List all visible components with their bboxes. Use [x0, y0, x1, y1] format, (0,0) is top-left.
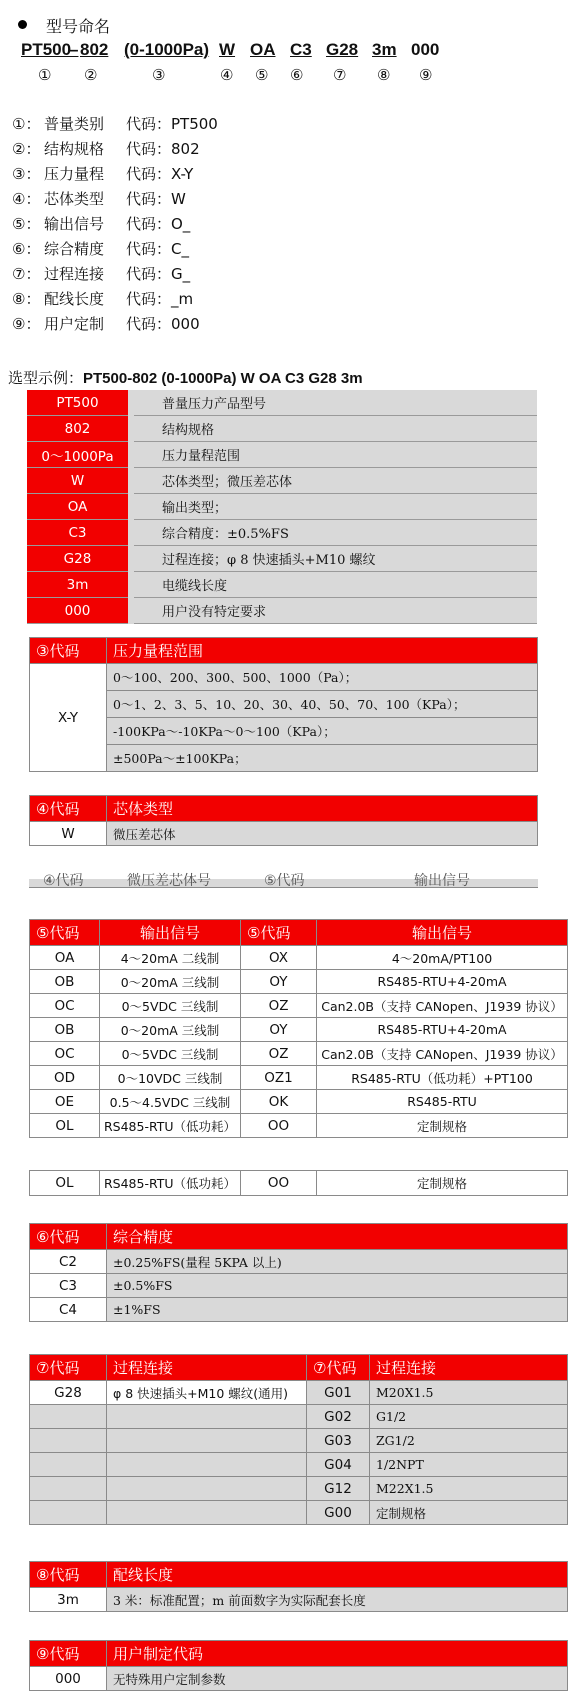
- output-code: OB: [30, 1018, 100, 1042]
- output-desc-2: Can2.0B（支持 CANopen、J1939 协议）: [317, 1042, 568, 1066]
- process-row: [30, 1381, 568, 1405]
- legend-row: [12, 113, 218, 134]
- legend-num: ③：: [12, 165, 41, 183]
- output-row: [30, 1066, 568, 1090]
- model-code-6: C3: [290, 40, 312, 59]
- output-desc: RS485-RTU（低功耗）: [100, 1114, 241, 1138]
- legend-name: 用户定制: [44, 315, 105, 333]
- example-row: [27, 546, 537, 572]
- clipped-table-artifact: [29, 867, 538, 888]
- example-desc: 用户没有特定要求: [131, 598, 537, 624]
- process-desc: [107, 1501, 307, 1525]
- process-table: [29, 1354, 568, 1525]
- example-desc: 综合精度：±0.5%FS: [131, 520, 537, 546]
- process-header-name-2: 过程连接: [370, 1355, 568, 1381]
- output-desc: 0.5～4.5VDC 三线制: [100, 1090, 241, 1114]
- output-code: OD: [30, 1066, 100, 1090]
- example-row: [27, 390, 537, 416]
- output-code-2: OX: [241, 946, 317, 970]
- legend-num: ⑧：: [12, 290, 41, 308]
- output-table-extra: [29, 1170, 568, 1196]
- custom-desc: 无特殊用户定制参数: [107, 1667, 568, 1691]
- section-heading: 型号命名: [46, 17, 111, 36]
- ghost-text: ⑤代码: [264, 873, 305, 888]
- cable-desc: 3 米：标准配置；m 前面数字为实际配套长度: [107, 1588, 568, 1612]
- legend-code: 代码：802: [126, 140, 200, 158]
- core-header-code: ④代码: [30, 796, 107, 822]
- example-code: OA: [27, 494, 131, 520]
- output-row: [30, 970, 568, 994]
- core-desc: 微压差芯体: [107, 822, 538, 846]
- example-row: [27, 572, 537, 598]
- output-code: OB: [30, 970, 100, 994]
- example-desc: 压力量程范围: [131, 442, 537, 468]
- legend-num: ⑤：: [12, 215, 41, 233]
- accuracy-desc: ±0.5%FS: [107, 1274, 568, 1298]
- circle-number: ④: [220, 66, 234, 84]
- circle-number: ③: [152, 66, 166, 84]
- circle-number: ⑥: [290, 66, 304, 84]
- output-desc-2: RS485-RTU+4-20mA: [317, 1018, 568, 1042]
- output-table: [29, 919, 568, 1138]
- accuracy-code: C2: [30, 1250, 107, 1274]
- legend-row: [12, 313, 200, 334]
- legend-name: 芯体类型: [44, 190, 105, 208]
- process-row: [30, 1501, 568, 1525]
- output-code: OC: [30, 994, 100, 1018]
- process-code: [30, 1501, 107, 1525]
- model-code-9: 000: [411, 40, 440, 59]
- example-row: [27, 416, 537, 442]
- model-code-5: OA: [250, 40, 276, 59]
- example-row: [27, 494, 537, 520]
- core-code: W: [30, 822, 107, 846]
- ghost-text: ④代码: [43, 873, 84, 888]
- circle-number: ⑨: [419, 66, 433, 84]
- output-desc: 0～20mA 三线制: [100, 970, 241, 994]
- process-desc: [107, 1477, 307, 1501]
- legend-name: 压力量程: [44, 165, 105, 183]
- legend-num: ⑥：: [12, 240, 41, 258]
- output-desc-2: 定制规格: [317, 1114, 568, 1138]
- cable-header-name: 配线长度: [107, 1562, 568, 1588]
- process-row: [30, 1477, 568, 1501]
- legend-name: 普量类别: [44, 115, 105, 133]
- accuracy-header-code: ⑥代码: [30, 1224, 107, 1250]
- output-desc-2: RS485-RTU（低功耗）+PT100: [317, 1066, 568, 1090]
- process-desc-2: M20X1.5: [370, 1381, 568, 1405]
- legend-code: 代码：G_: [126, 265, 191, 283]
- process-code-2: G00: [307, 1501, 370, 1525]
- legend-code: 代码：W: [126, 190, 186, 208]
- example-desc: 电缆线长度: [131, 572, 537, 598]
- example-desc: 芯体类型；微压差芯体: [131, 468, 537, 494]
- range-row: 0～100、200、300、500、1000（Pa）；: [107, 664, 538, 691]
- example-code: C3: [27, 520, 131, 546]
- custom-code: 000: [30, 1667, 107, 1691]
- process-header-name: 过程连接: [107, 1355, 307, 1381]
- process-code: [30, 1429, 107, 1453]
- output-code: OE: [30, 1090, 100, 1114]
- example-desc: 结构规格: [131, 416, 537, 442]
- process-header-code: ⑦代码: [30, 1355, 107, 1381]
- circle-number: ②: [84, 66, 98, 84]
- process-code: [30, 1453, 107, 1477]
- cable-code: 3m: [30, 1588, 107, 1612]
- output-extra-code: OL: [30, 1171, 100, 1196]
- process-desc-2: 1/2NPT: [370, 1453, 568, 1477]
- output-desc-2: 4～20mA/PT100: [317, 946, 568, 970]
- circle-number: ⑧: [377, 66, 391, 84]
- output-row: [30, 1090, 568, 1114]
- output-desc: 0～10VDC 三线制: [100, 1066, 241, 1090]
- output-code-2: OZ: [241, 1042, 317, 1066]
- custom-header-name: 用户制定代码: [107, 1641, 568, 1667]
- example-desc: 输出类型；: [131, 494, 537, 520]
- legend-num: ⑨：: [12, 315, 41, 333]
- accuracy-code: C4: [30, 1298, 107, 1322]
- output-code-2: OY: [241, 970, 317, 994]
- legend-code: 代码：PT500: [126, 115, 218, 133]
- example-code: 802: [27, 416, 131, 442]
- cable-header-code: ⑧代码: [30, 1562, 107, 1588]
- process-desc: φ 8 快速插头+M10 螺纹(通用): [107, 1381, 307, 1405]
- circle-number: ①: [38, 66, 52, 84]
- legend-code: 代码：_m: [126, 290, 194, 308]
- legend-row: [12, 288, 193, 309]
- process-code: G28: [30, 1381, 107, 1405]
- output-desc-2: RS485-RTU+4-20mA: [317, 970, 568, 994]
- model-code-4: W: [219, 40, 236, 59]
- process-desc-2: G1/2: [370, 1405, 568, 1429]
- example-code: 0～1000Pa: [27, 442, 131, 468]
- example-line: [8, 367, 363, 388]
- legend-num: ①：: [12, 115, 41, 133]
- legend-num: ②：: [12, 140, 41, 158]
- legend-name: 输出信号: [44, 215, 105, 233]
- output-code-2: OZ1: [241, 1066, 317, 1090]
- output-extra-desc: RS485-RTU（低功耗）: [100, 1171, 241, 1196]
- process-code-2: G01: [307, 1381, 370, 1405]
- model-code-7: G28: [326, 40, 359, 59]
- legend-num: ⑦：: [12, 265, 41, 283]
- output-header-code: ⑤代码: [30, 920, 100, 946]
- range-table: [29, 637, 538, 772]
- legend-code: 代码：000: [126, 315, 200, 333]
- accuracy-desc: ±1%FS: [107, 1298, 568, 1322]
- core-header-name: 芯体类型: [107, 796, 538, 822]
- cable-table: [29, 1561, 568, 1612]
- legend-row: [12, 188, 186, 209]
- output-desc: 0～5VDC 三线制: [100, 994, 241, 1018]
- range-row: 0～1、2、3、5、10、20、30、40、50、70、100（KPa）；: [107, 691, 538, 718]
- output-code: OA: [30, 946, 100, 970]
- legend-row: [12, 213, 190, 234]
- legend-name: 综合精度: [44, 240, 105, 258]
- output-desc-2: RS485-RTU: [317, 1090, 568, 1114]
- output-code-2: OO: [241, 1114, 317, 1138]
- legend-name: 过程连接: [44, 265, 105, 283]
- output-code-2: OK: [241, 1090, 317, 1114]
- example-code: PT500: [27, 390, 131, 416]
- output-extra-code-2: OO: [241, 1171, 317, 1196]
- custom-header-code: ⑨代码: [30, 1641, 107, 1667]
- output-row: [30, 1018, 568, 1042]
- process-desc-2: 定制规格: [370, 1501, 568, 1525]
- legend-row: [12, 138, 200, 159]
- example-code: 000: [27, 598, 131, 624]
- process-header-code-2: ⑦代码: [307, 1355, 370, 1381]
- process-code: [30, 1405, 107, 1429]
- process-desc: [107, 1429, 307, 1453]
- range-header-code: ③代码: [30, 638, 107, 664]
- model-code-8: 3m: [372, 40, 397, 59]
- example-code: 3m: [27, 572, 131, 598]
- range-code: X-Y: [30, 664, 107, 772]
- process-desc: [107, 1405, 307, 1429]
- bullet-icon: [18, 20, 27, 29]
- output-desc: 4～20mA 二线制: [100, 946, 241, 970]
- output-row: [30, 1114, 568, 1138]
- accuracy-table: [29, 1223, 568, 1322]
- output-code: OL: [30, 1114, 100, 1138]
- legend-code: 代码：O_: [126, 215, 191, 233]
- output-code: OC: [30, 1042, 100, 1066]
- output-desc: 0～5VDC 三线制: [100, 1042, 241, 1066]
- circle-number: ⑤: [255, 66, 269, 84]
- output-code-2: OY: [241, 1018, 317, 1042]
- accuracy-code: C3: [30, 1274, 107, 1298]
- example-desc: 过程连接；φ 8 快速插头+M10 螺纹: [131, 546, 537, 572]
- output-extra-desc-2: 定制规格: [317, 1171, 568, 1196]
- example-row: [27, 468, 537, 494]
- output-desc-2: Can2.0B（支持 CANopen、J1939 协议）: [317, 994, 568, 1018]
- example-value: PT500-802 (0-1000Pa) W OA C3 G28 3m: [83, 370, 363, 387]
- legend-row: [12, 263, 190, 284]
- output-code-2: OZ: [241, 994, 317, 1018]
- range-header-name: 压力量程范围: [107, 638, 538, 664]
- legend-name: 结构规格: [44, 140, 105, 158]
- process-row: [30, 1453, 568, 1477]
- output-row: [30, 946, 568, 970]
- legend-code: 代码：X-Y: [126, 165, 194, 183]
- example-row: [27, 598, 537, 624]
- process-row: [30, 1405, 568, 1429]
- accuracy-row: [30, 1250, 568, 1274]
- process-desc-2: M22X1.5: [370, 1477, 568, 1501]
- legend-name: 配线长度: [44, 290, 105, 308]
- output-header-name-2: 输出信号: [317, 920, 568, 946]
- process-desc: [107, 1453, 307, 1477]
- process-code-2: G03: [307, 1429, 370, 1453]
- example-label: 选型示例：: [8, 369, 84, 387]
- circle-number: ⑦: [333, 66, 347, 84]
- legend-code: 代码：C_: [126, 240, 189, 258]
- example-table: [27, 390, 537, 624]
- process-code: [30, 1477, 107, 1501]
- output-header-name: 输出信号: [100, 920, 241, 946]
- output-header-code-2: ⑤代码: [241, 920, 317, 946]
- model-code-2: 802: [80, 40, 109, 59]
- model-code-1: PT500: [21, 40, 72, 59]
- model-code-3: (0-1000Pa): [124, 40, 210, 59]
- output-desc: 0～20mA 三线制: [100, 1018, 241, 1042]
- ghost-text: 输出信号: [414, 873, 470, 888]
- example-code: G28: [27, 546, 131, 572]
- accuracy-header-name: 综合精度: [107, 1224, 568, 1250]
- process-desc-2: ZG1/2: [370, 1429, 568, 1453]
- legend-row: [12, 238, 189, 259]
- legend-row: [12, 163, 193, 184]
- accuracy-desc: ±0.25%FS(量程 5KPA 以上): [107, 1250, 568, 1274]
- range-row: ±500Pa～±100KPa；: [107, 745, 538, 772]
- model-code-dash: –: [69, 40, 79, 59]
- range-row: -100KPa～-10KPa～0～100（KPa）；: [107, 718, 538, 745]
- example-desc: 普量压力产品型号: [131, 390, 537, 416]
- example-row: [27, 520, 537, 546]
- output-row: [30, 1042, 568, 1066]
- custom-table: [29, 1640, 568, 1691]
- process-code-2: G04: [307, 1453, 370, 1477]
- example-row: [27, 442, 537, 468]
- example-code: W: [27, 468, 131, 494]
- core-table: [29, 795, 538, 846]
- output-row: [30, 994, 568, 1018]
- accuracy-row: [30, 1274, 568, 1298]
- process-code-2: G02: [307, 1405, 370, 1429]
- ghost-text: 微压差芯体号: [127, 873, 211, 888]
- process-code-2: G12: [307, 1477, 370, 1501]
- accuracy-row: [30, 1298, 568, 1322]
- process-row: [30, 1429, 568, 1453]
- legend-num: ④：: [12, 190, 41, 208]
